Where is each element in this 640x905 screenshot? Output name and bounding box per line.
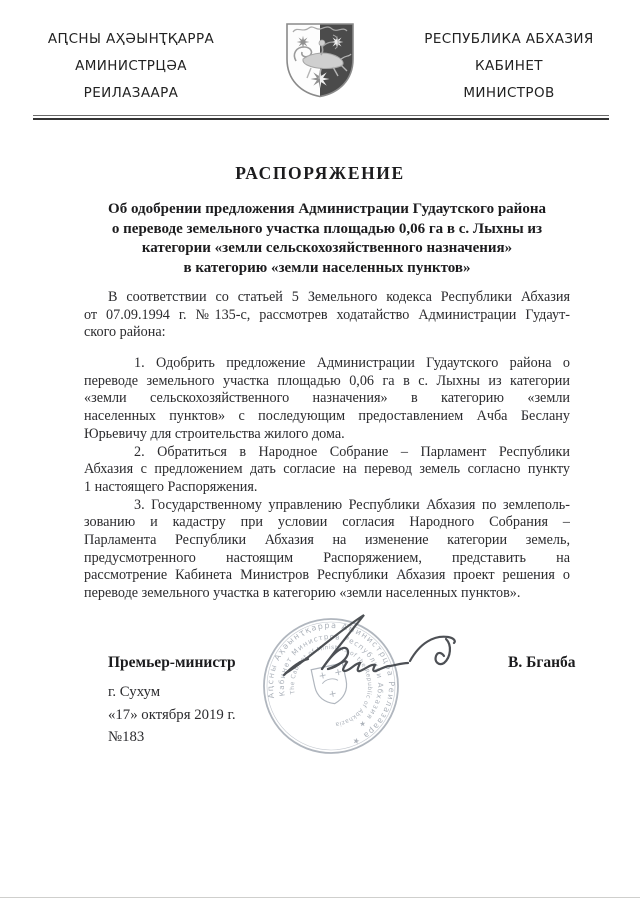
body-line: ского района:	[84, 324, 166, 341]
document-subject	[84, 200, 570, 278]
header-russian-line: КАБИНЕТ	[475, 58, 543, 74]
body-line: 3. Государственному управлению Республики Абхазия по землеполь-	[134, 496, 570, 513]
header-abkhaz-line: АԤСНЫ АҲӘЫНҬҚАРРА	[47, 31, 215, 47]
stamp-middle-ring-text: Кабинет Министров Республики Абхазия ★	[276, 631, 386, 731]
document-title: РАСПОРЯЖЕНИЕ	[235, 163, 405, 183]
header-russian-line: РЕСПУБЛИКА АБХАЗИЯ	[424, 31, 594, 47]
body-line: В соответствии со статьей 5 Земельного кодекса Республики Абхазия	[108, 289, 570, 305]
signer-name: В. Бганба	[508, 654, 576, 671]
preamble-paragraph	[84, 289, 570, 342]
page-bottom-edge	[0, 897, 640, 898]
body-line: 1 настоящего Распоряжения.	[84, 478, 258, 495]
subject-line: о переводе земельного участка площадью 0,06 га в с. Лыхны из	[111, 220, 543, 237]
body-line: 1. Одобрить предложение Администрации Гудаутского района о	[134, 355, 570, 372]
header-russian-block	[404, 26, 614, 107]
body-line: «земли сельскохозяйственного назначения» в категорию «земли	[84, 390, 570, 407]
header-abkhaz-line: РЕИЛАЗААРА	[83, 85, 179, 101]
item-2-paragraph	[84, 444, 570, 497]
handwritten-signature	[278, 609, 468, 687]
item-3-paragraph	[84, 497, 570, 603]
header-russian-line: МИНИСТРОВ	[463, 85, 555, 101]
header-abkhaz-block	[26, 26, 236, 107]
body-line: от 07.09.1994 г. №135-с, рассмотрев ходатайство Администрации Гудаут-	[84, 306, 570, 323]
stamp-outer-ring-text: Аԥсны Аҳәынҭқарра Аминистрцәа Реилазаара ★	[265, 620, 397, 748]
document-number: №183	[108, 729, 145, 745]
date-line: «17» октября 2019 г.	[108, 707, 236, 723]
body-line: 2. Обратиться в Народное Собрание – Парламент Республики	[134, 443, 570, 460]
document-body	[84, 289, 570, 603]
body-line: рассмотрение Кабинета Министров Республики Абхазия проект решения о	[84, 567, 570, 584]
item-1-paragraph	[84, 355, 570, 443]
body-line: Юрьевичу для строительства жилого дома.	[84, 425, 345, 442]
subject-line: в категорию «земли населенных пунктов»	[183, 259, 471, 276]
stamp-inner-ring-text: The Cabinet of Ministers of the Republic of Abkhazia	[288, 643, 374, 728]
body-line: переводе земельного участка площадью 0,06 га в с. Лыхны из категории	[84, 372, 570, 389]
body-line: переводе земельного участка в категорию «земли населенных пунктов».	[84, 585, 521, 601]
subject-line: Об одобрении предложения Администрации Гудаутского района	[108, 201, 546, 217]
body-line: населенных пунктов» с последующим предоставлением Ачба Беслану	[84, 408, 570, 425]
abkhazia-coat-of-arms-icon	[283, 21, 357, 99]
body-line: зованию и кадастру при условии согласия Народного Собрания –	[84, 514, 570, 531]
signer-role-label: Премьер-министр	[108, 654, 236, 671]
subject-line: категории «земли сельскохозяйственного назначения»	[141, 240, 513, 257]
body-line: Абхазия с предложением дать согласие на перевод земель согласно пункту	[84, 461, 570, 478]
place-line: г. Сухум	[108, 684, 161, 700]
header-abkhaz-line: АМИНИСТРЦӘА	[75, 58, 187, 74]
body-line: предусмотренного настоящим Распоряжением, представить на	[84, 549, 570, 566]
body-line: Парламента Республики Абхазия на изменение категории земель,	[84, 531, 570, 548]
header-divider-rule	[33, 115, 609, 120]
